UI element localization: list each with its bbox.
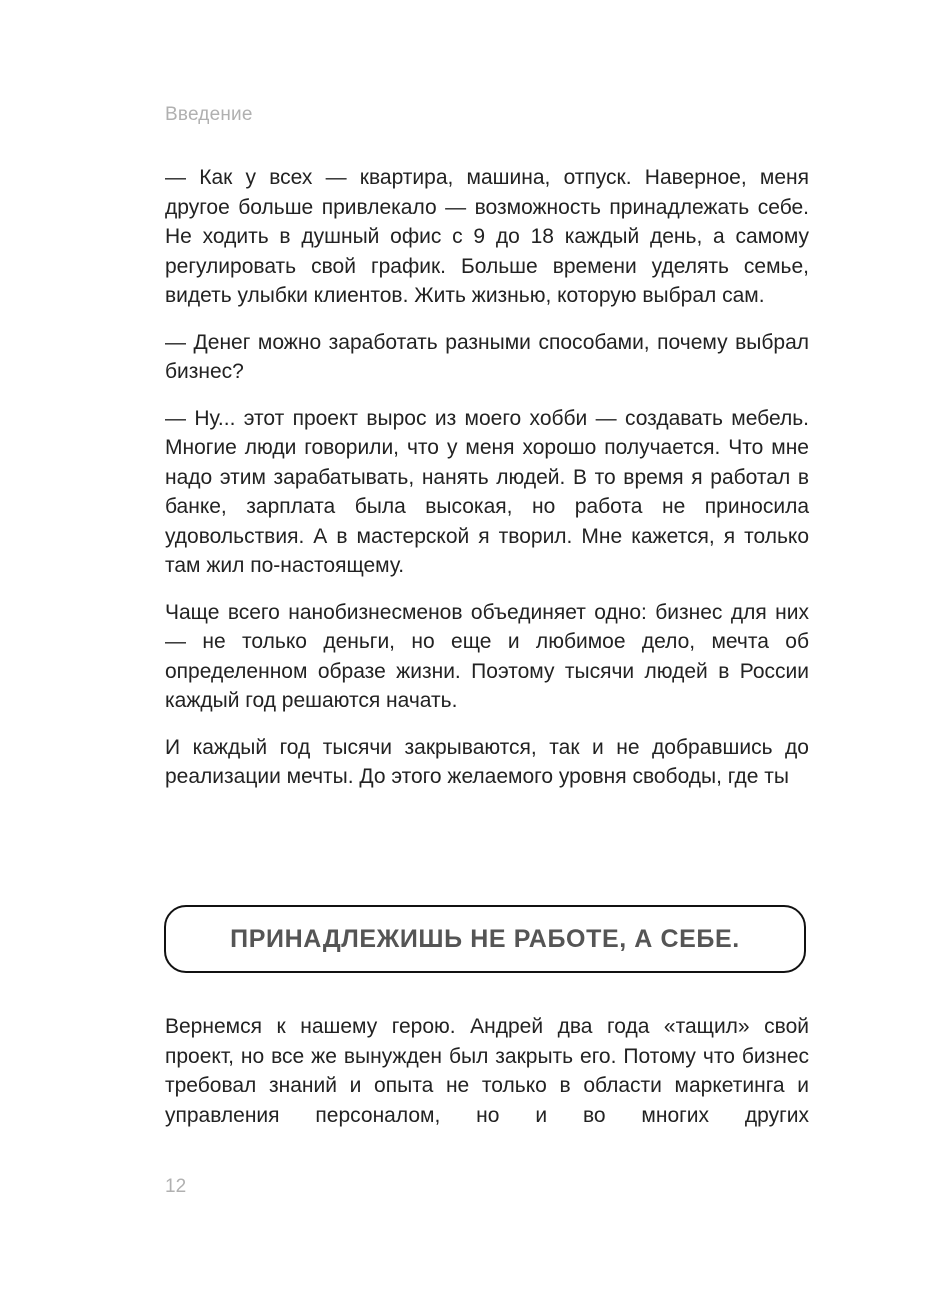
callout-box [164, 905, 806, 973]
page-number: 12 [165, 1176, 187, 1197]
paragraph: — Ну... этот проект вырос из моего хобби — создавать мебель. Многие люди говорили, что у меня хорошо получается. Что мне надо этим зарабатывать, нанять людей. В то время я работал в банке, зарплата была высокая, но работа не приносила удовольствия. А в мастерской я творил. Мне кажется, я только там жил по-настоящему. [165, 406, 809, 577]
running-head: Введение [165, 104, 253, 125]
paragraph: И каждый год тысячи закрываются, так и не добравшись до реализации мечты. До этого желаемого уровня свободы, где ты [165, 735, 809, 788]
paragraph: — Как у всех — квартира, машина, отпуск. Наверное, меня другое больше привлекало — возможность принадлежать себе. Не ходить в душный офис с 9 до 18 каждый день, а самому регулировать свой график. Больше времени уделять семье, видеть улыбки клиентов. Жить жизнью, которую выбрал сам. [165, 166, 809, 307]
callout-text: ПРИНАДЛЕЖИШЬ НЕ РАБОТЕ, А СЕБЕ. [230, 924, 740, 953]
paragraph: Чаще всего нанобизнесменов объединяет одно: бизнес для них — не только деньги, но еще и любимое дело, мечта об определенном образе жизни. Поэтому тысячи людей в России каждый год решаются начать. [165, 600, 809, 712]
body-text-top [165, 163, 809, 809]
paragraph: — Денег можно заработать разными способами, почему выбрал бизнес? [165, 330, 809, 383]
body-text-bottom [165, 1012, 809, 1147]
paragraph: Вернемся к нашему герою. Андрей два года «тащил» свой проект, но все же вынужден был закрыть его. Потому что бизнес требовал знаний и опыта не только в области маркетинга и управления персоналом, но и во многих других [165, 1015, 809, 1127]
